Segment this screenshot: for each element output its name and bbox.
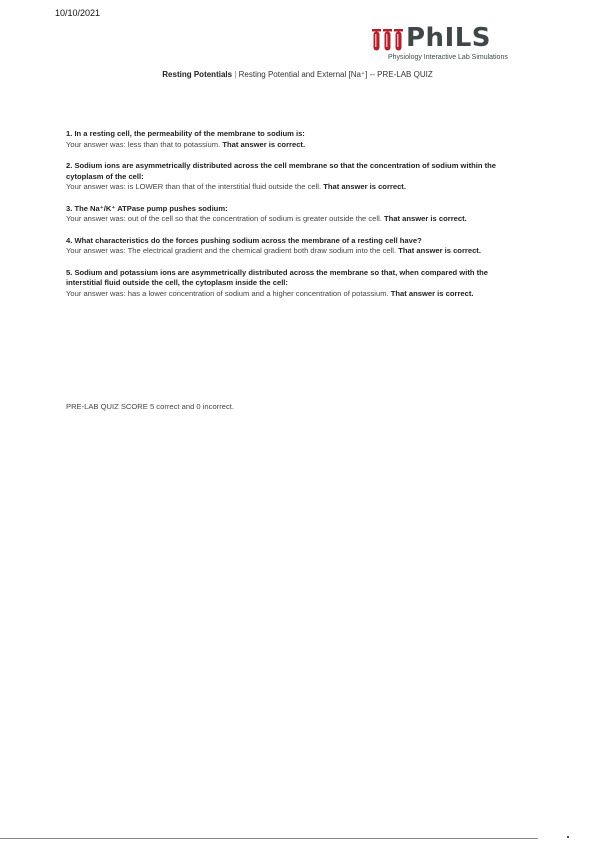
quiz-item xyxy=(66,161,522,193)
answer-line xyxy=(66,246,522,257)
quiz-item xyxy=(66,204,522,225)
quiz-item xyxy=(66,268,522,300)
quiz-subtitle: Resting Potential and External [Na⁺] -- PRE-LAB QUIZ xyxy=(238,70,433,79)
answer-verdict: That answer is correct. xyxy=(390,288,474,298)
answer-line xyxy=(66,214,522,225)
question-text: 5. Sodium and potassium ions are asymmetrically distributed across the membrane so that, when compared with the interstitial fluid outside the cell, the cytoplasm inside the cell: xyxy=(66,267,488,287)
footer-divider xyxy=(0,838,538,839)
answer-verdict: That answer is correct. xyxy=(384,214,467,223)
title-separator: | xyxy=(234,70,237,79)
section-name: Resting Potentials xyxy=(162,70,233,79)
answer-line xyxy=(66,140,522,151)
question-text: 1. In a resting cell, the permeability of the membrane to sodium is: xyxy=(66,129,305,138)
answer-text: Your answer was: is LOWER than that of the interstitial fluid outside the cell. xyxy=(66,182,322,191)
logo-wordmark: PhILS xyxy=(406,23,492,53)
answer-verdict: That answer is correct. xyxy=(398,246,481,255)
answer-line xyxy=(66,182,522,193)
logo-tagline: Physiology Interactive Lab Simulations xyxy=(388,54,508,61)
footer-mark xyxy=(567,836,569,838)
quiz-score: PRE-LAB QUIZ SCORE 5 correct and 0 incorrect. xyxy=(66,402,234,411)
answer-text: Your answer was: out of the cell so that the concentration of sodium is greater outside the cell. xyxy=(66,214,382,223)
question-text: 3. The Na⁺/K⁺ ATPase pump pushes sodium: xyxy=(66,203,228,213)
answer-verdict: That answer is correct. xyxy=(323,182,406,191)
quiz-results xyxy=(66,129,522,310)
question-text: 2. Sodium ions are asymmetrically distributed across the cell membrane so that the concentration of sodium within the cytoplasm of the cell: xyxy=(66,161,496,181)
answer-text: Your answer was: less than that to potassium. xyxy=(66,139,221,149)
quiz-item xyxy=(66,129,522,150)
answer-verdict: That answer is correct. xyxy=(222,139,306,149)
answer-line xyxy=(66,289,522,300)
quiz-item xyxy=(66,236,522,257)
phils-logo xyxy=(372,23,522,64)
question-text: 4. What characteristics do the forces pushing sodium across the membrane of a resting cell have? xyxy=(66,235,422,245)
answer-text: Your answer was: has a lower concentration of sodium and a higher concentration of potassium. xyxy=(66,288,389,298)
test-tubes-icon xyxy=(372,29,406,51)
page-title xyxy=(0,70,595,79)
answer-text: Your answer was: The electrical gradient and the chemical gradient both draw sodium into the cell. xyxy=(66,246,397,255)
print-date: 10/10/2021 xyxy=(55,8,101,18)
